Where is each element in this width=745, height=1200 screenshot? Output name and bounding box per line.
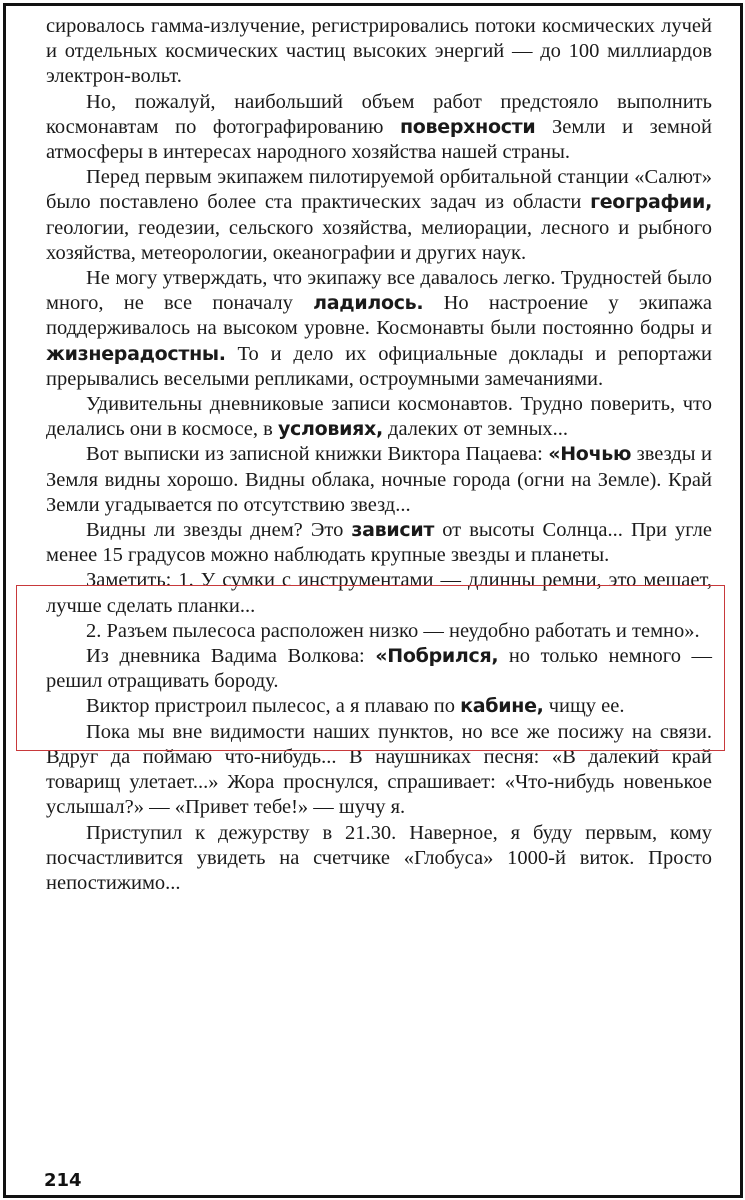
- paragraph: [46, 266, 712, 392]
- page-number: 214: [44, 1170, 82, 1191]
- bold-word: географии,: [590, 191, 712, 214]
- paragraph: [46, 644, 712, 694]
- paragraph: [46, 821, 712, 897]
- body-text: [46, 14, 712, 896]
- text-run: Из дневника Вадима Волкова:: [86, 645, 376, 668]
- text-run: но только немного — решил отращивать бороду.: [46, 645, 712, 693]
- paragraph: [46, 442, 712, 518]
- paragraph: [46, 568, 712, 618]
- text-run: звезды и Земля видны хорошо. Видны облака, ночные города (огни на Земле). Край Земли угадывается по отсутствию звезд...: [46, 443, 712, 516]
- bold-word: жизнерадостны.: [46, 342, 226, 365]
- bold-word: «Побрился,: [375, 645, 499, 668]
- text-run: Удивительны дневниковые записи космонавтов. Трудно поверить, что делались они в космосе, в: [46, 393, 712, 441]
- paragraph: [46, 720, 712, 821]
- bold-word: кабине,: [460, 695, 544, 718]
- text-run: Перед первым экипажем пилотируемой орбитальной станции «Салют» было поставлено более ста практических задач из области: [46, 166, 712, 214]
- text-run: Вот выписки из записной книжки Виктора Пацаева:: [86, 443, 549, 466]
- bold-word: поверхности: [399, 115, 536, 138]
- bold-word: условиях,: [277, 418, 383, 441]
- text-run: 2. Разъем пылесоса расположен низко — неудобно работать и темно».: [86, 619, 700, 642]
- paragraph: [46, 694, 712, 719]
- text-run: Пока мы вне видимости наших пунктов, но все же посижу на связи. Вдруг да поймаю что-нибудь... В наушниках песня: «В далекий край товарищ улетает...» Жора проснулся, спрашивает: «Что-нибудь новенькое услышал?» — «Привет тебе!» — шучу я.: [46, 720, 712, 819]
- text-run: Виктор пристроил пылесос, а я плаваю по: [86, 695, 461, 718]
- paragraph: [46, 90, 712, 166]
- bold-word: ладилось.: [313, 292, 424, 315]
- paragraph: [46, 165, 712, 266]
- bold-word: «Ночью: [548, 443, 632, 466]
- paragraph: [46, 619, 712, 644]
- text-run: Видны ли звезды днем? Это: [86, 519, 352, 542]
- text-run: Заметить: 1. У сумки с инструментами — длинны ремни, это мешает, лучше сделать планки...: [46, 569, 712, 617]
- text-run: Не могу утверждать, что экипажу все давалось легко. Трудностей было много, не все поначалу: [46, 267, 712, 315]
- bold-word: зависит: [351, 519, 435, 542]
- text-run: Но, пожалуй, наибольший объем работ предстояло выполнить космонавтам по фотографированию: [46, 90, 712, 138]
- text-run: То и дело их официальные доклады и репортажи прерывались веселыми репликами, остроумными замечаниями.: [46, 342, 712, 390]
- text-run: далеких от земных...: [382, 418, 568, 441]
- paragraph: [46, 14, 712, 90]
- text-run: чищу ее.: [543, 695, 625, 718]
- text-run: сировалось гамма-излучение, регистрировались потоки космических лучей и отдельных космических частиц высоких энергий — до 100 миллиардов электрон-вольт.: [46, 15, 712, 88]
- paragraph: [46, 392, 712, 442]
- text-run: Но настроение у экипажа поддерживалось на высоком уровне. Космонавты были постоянно бодры и: [46, 292, 712, 340]
- text-run: Приступил к дежурству в 21.30. Наверное, я буду первым, кому посчастливится увидеть на счетчике «Глобуса» 1000-й виток. Просто непостижимо...: [46, 821, 712, 894]
- text-run: от высоты Солнца... При угле менее 15 градусов можно наблюдать крупные звезды и планеты.: [46, 519, 712, 567]
- text-run: геологии, геодезии, сельского хозяйства, мелиорации, лесного и рыбного хозяйства, метеорологии, океанографии и других наук.: [46, 216, 712, 264]
- paragraph: [46, 518, 712, 568]
- text-run: Земли и земной атмосферы в интересах народного хозяйства нашей страны.: [46, 115, 713, 164]
